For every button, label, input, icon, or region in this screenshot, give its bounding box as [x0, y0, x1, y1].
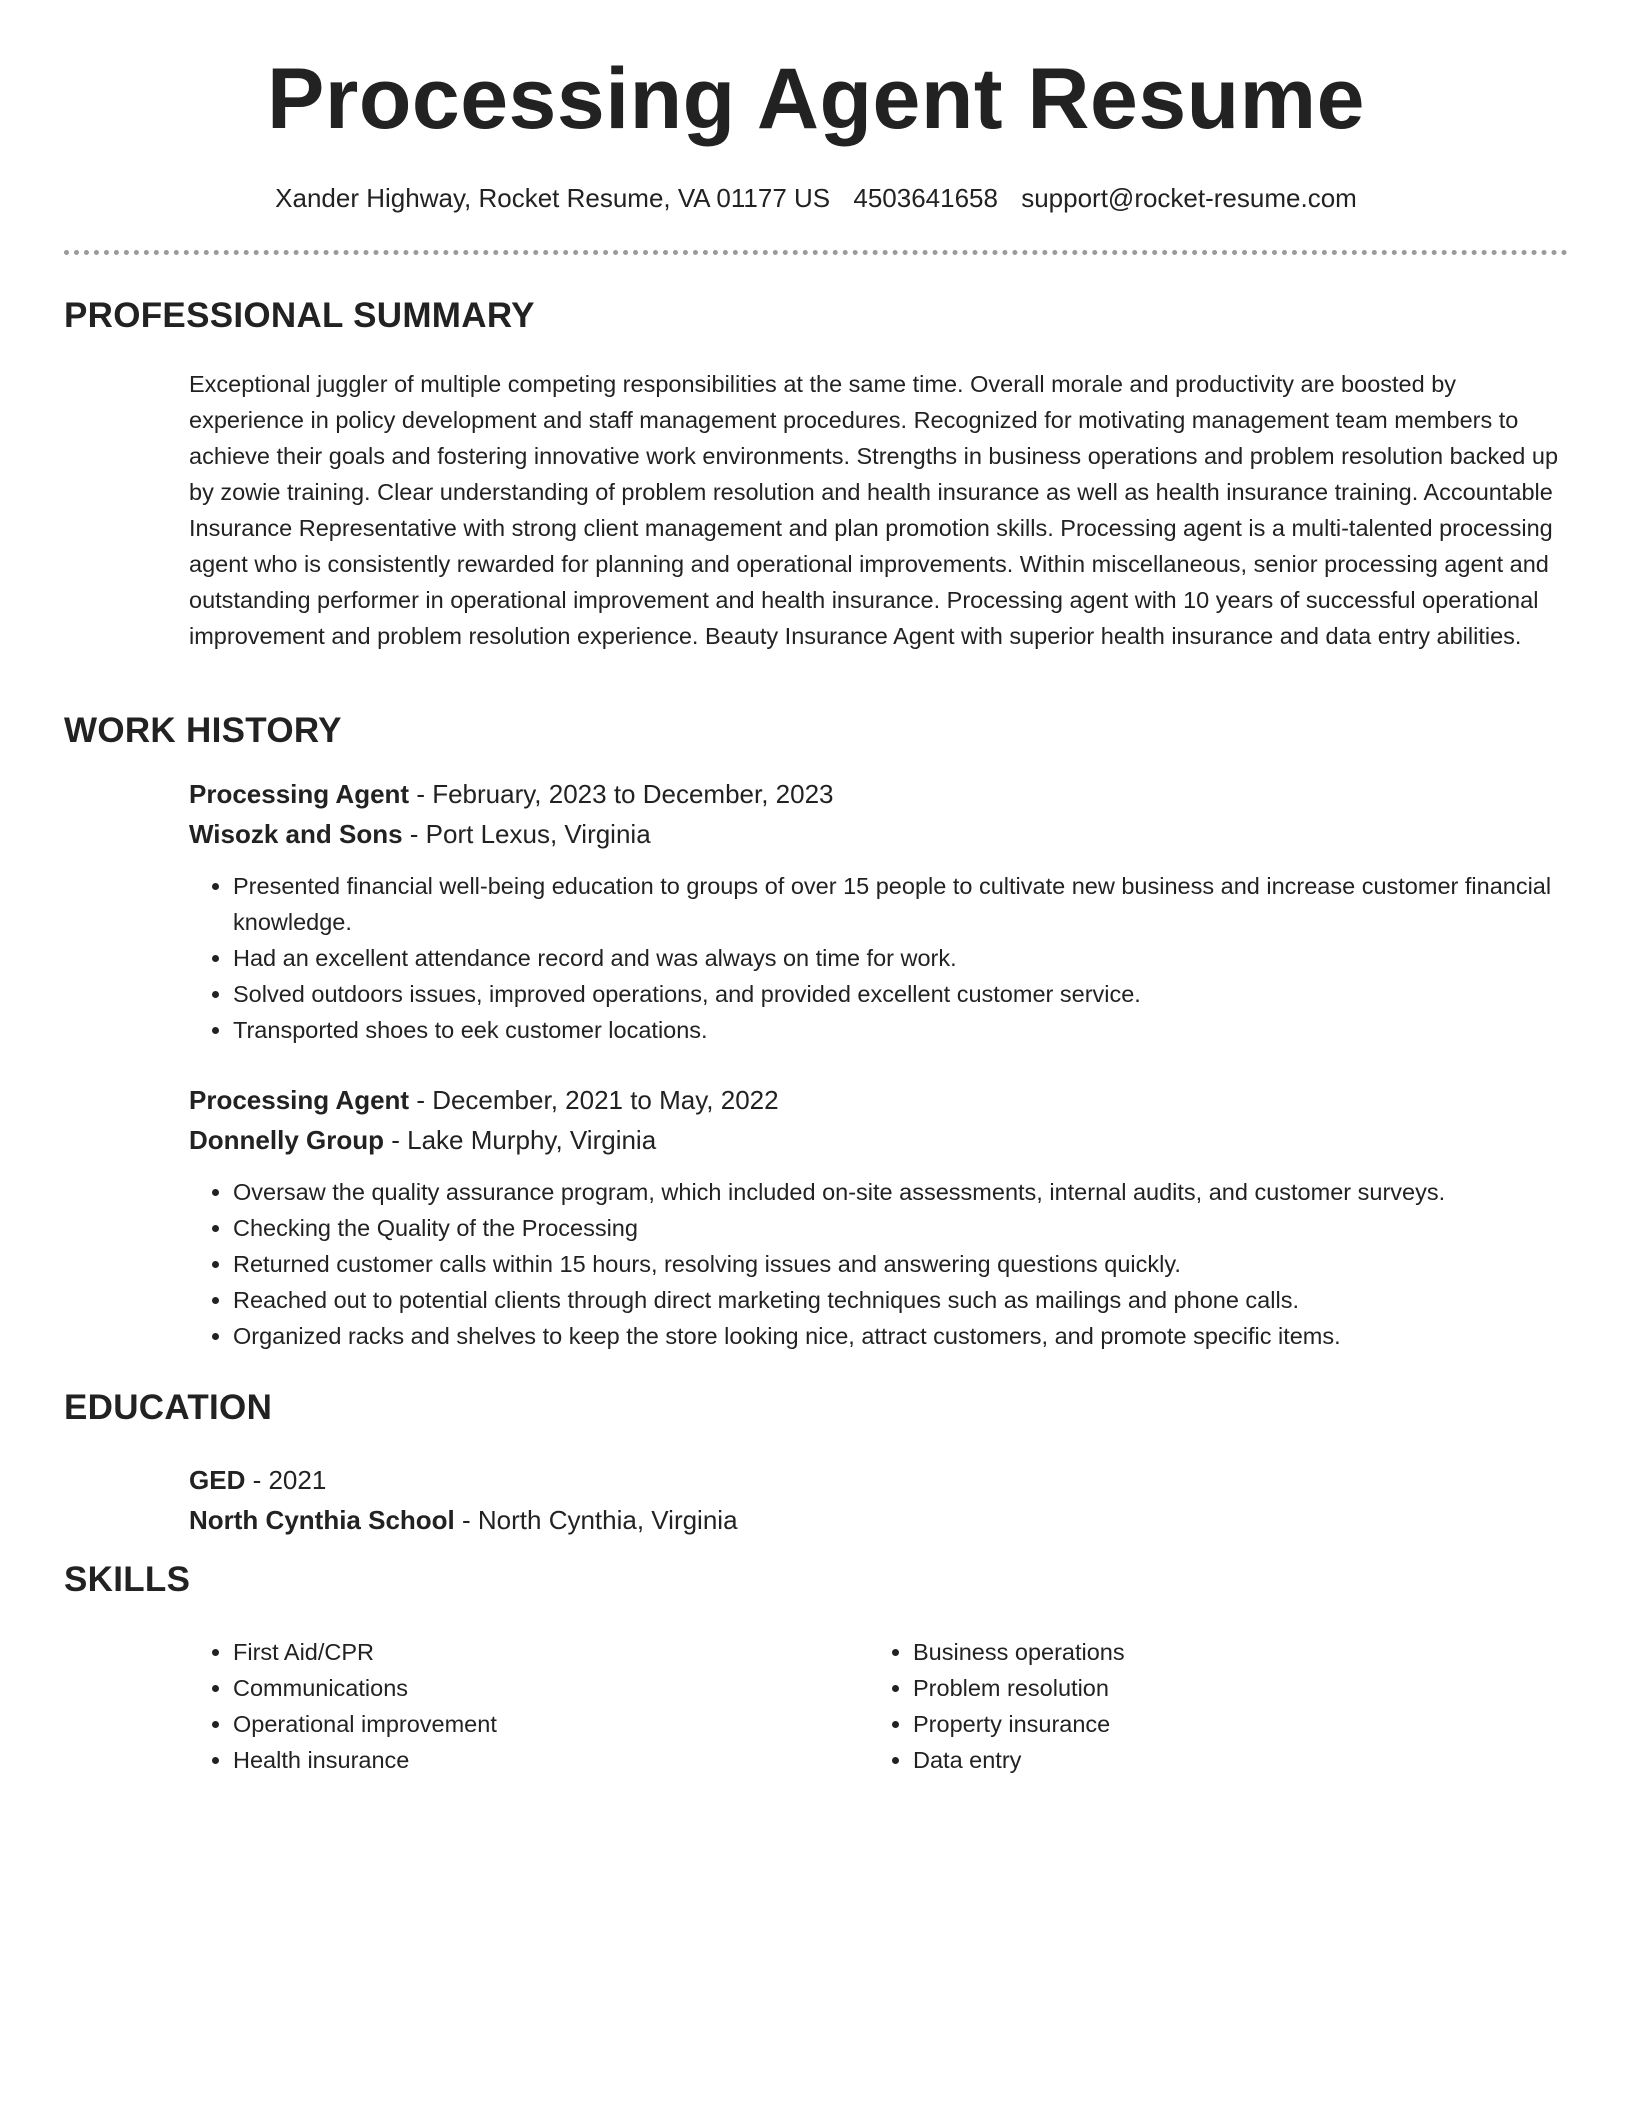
- summary-text: Exceptional juggler of multiple competing responsibilities at the same time. Overall morale and productivity are boosted by experience in policy development and staff management procedures. Recognized for motivating management team members to achieve their goals and fostering innovative work environments. Strengths in business operations and problem resolution backed up by zowie training. Clear understanding of problem resolution and health insurance as well as health insurance training. Accountable Insurance Representative with strong client management and plan promotion skills. Processing agent is a multi-talented processing agent who is consistently rewarded for planning and operational improvements. Within miscellaneous, senior processing agent and outstanding performer in operational improvement and health insurance. Processing agent with 10 years of successful operational improvement and problem resolution experience. Beauty Insurance Agent with superior health insurance and data entry abilities.: [189, 371, 1559, 649]
- job-entry: [189, 774, 1569, 1048]
- list-item: • Checking the Quality of the Processing: [233, 1210, 1569, 1246]
- contact-address: Xander Highway, Rocket Resume, VA 01177 US: [275, 183, 831, 213]
- header-divider: [64, 250, 1568, 255]
- skill-item: • Business operations: [913, 1634, 1549, 1670]
- job-title-line: [189, 774, 1569, 814]
- job-company-line: [189, 814, 1569, 854]
- list-item: • Oversaw the quality assurance program, which included on-site assessments, internal audits, and customer surveys.: [233, 1174, 1569, 1210]
- skills-column-left: [189, 1634, 869, 1778]
- contact-phone: 4503641658: [853, 183, 998, 213]
- section-title-skills: SKILLS: [64, 1560, 191, 1599]
- list-item: • Reached out to potential clients through direct marketing techniques such as mailings and phone calls.: [233, 1282, 1569, 1318]
- job-dates: - February, 2023 to December, 2023: [409, 779, 834, 809]
- list-item: • Returned customer calls within 15 hours, resolving issues and answering questions quickly.: [233, 1246, 1569, 1282]
- job-bullets: [189, 868, 1569, 1048]
- contact-line: [0, 183, 1632, 214]
- education-location: - North Cynthia, Virginia: [454, 1505, 738, 1535]
- job-company: Donnelly Group: [189, 1125, 384, 1155]
- list-item: • Presented financial well-being education to groups of over 15 people to cultivate new business and increase customer financial knowledge.: [233, 868, 1569, 940]
- education-school: North Cynthia School: [189, 1505, 455, 1535]
- job-title: Processing Agent: [189, 779, 410, 809]
- skills-list: [189, 1634, 1569, 1778]
- job-title: Processing Agent: [189, 1085, 410, 1115]
- skill-item: • First Aid/CPR: [233, 1634, 869, 1670]
- skill-item: • Property insurance: [913, 1706, 1549, 1742]
- skill-item: • Data entry: [913, 1742, 1549, 1778]
- skill-item: • Operational improvement: [233, 1706, 869, 1742]
- job-dates: - December, 2021 to May, 2022: [409, 1085, 779, 1115]
- skill-item: • Communications: [233, 1670, 869, 1706]
- job-bullets: [189, 1174, 1569, 1354]
- list-item: • Had an excellent attendance record and was always on time for work.: [233, 940, 1569, 976]
- contact-email: support@rocket-resume.com: [1021, 183, 1357, 213]
- job-company-line: [189, 1120, 1569, 1160]
- skill-item: • Problem resolution: [913, 1670, 1549, 1706]
- list-item: • Solved outdoors issues, improved operations, and provided excellent customer service.: [233, 976, 1569, 1012]
- education-year: - 2021: [245, 1465, 327, 1495]
- skills-column-right: [869, 1634, 1549, 1778]
- list-item: • Transported shoes to eek customer locations.: [233, 1012, 1569, 1048]
- list-item: • Organized racks and shelves to keep the store looking nice, attract customers, and promote specific items.: [233, 1318, 1569, 1354]
- job-company: Wisozk and Sons: [189, 819, 403, 849]
- job-entry: [189, 1080, 1569, 1354]
- education-degree: GED: [189, 1465, 246, 1495]
- job-title-line: [189, 1080, 1569, 1120]
- section-title-summary: PROFESSIONAL SUMMARY: [64, 296, 535, 335]
- section-title-education: EDUCATION: [64, 1388, 273, 1427]
- education-degree-line: [189, 1460, 1569, 1500]
- section-title-work: WORK HISTORY: [64, 711, 342, 750]
- job-location: - Port Lexus, Virginia: [402, 819, 651, 849]
- skill-item: • Health insurance: [233, 1742, 869, 1778]
- job-location: - Lake Murphy, Virginia: [384, 1125, 657, 1155]
- education-school-line: [189, 1500, 1569, 1540]
- page-title: Processing Agent Resume: [267, 51, 1365, 147]
- education-entry: [189, 1460, 1569, 1540]
